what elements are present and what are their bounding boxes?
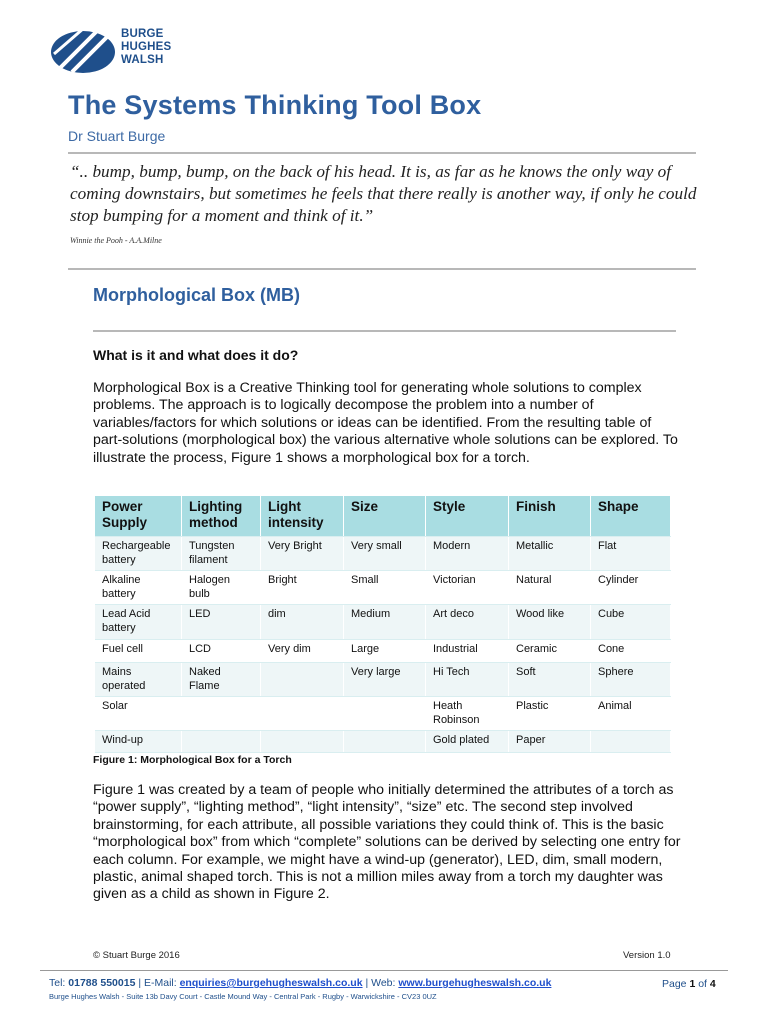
document-author: Dr Stuart Burge (68, 128, 166, 144)
email-link[interactable]: enquiries@burgehugheswalsh.co.uk (179, 977, 363, 989)
table-cell: Victorian (426, 571, 509, 605)
tel-label: Tel: (49, 977, 66, 989)
column-header: Style (426, 496, 509, 537)
footer-divider (40, 970, 728, 971)
page-number (662, 978, 716, 990)
table-cell (591, 731, 671, 753)
section-subtitle: What is it and what does it do? (93, 347, 299, 363)
table-cell: Very dim (261, 640, 344, 663)
table-cell: Industrial (426, 640, 509, 663)
table-cell: Heath Robinson (426, 697, 509, 731)
tel-number: 01788 550015 (68, 977, 136, 989)
table-cell: Very small (344, 537, 426, 571)
table-header-row (95, 496, 671, 537)
morphological-box-table (95, 496, 671, 753)
table-cell: Cone (591, 640, 671, 663)
divider-top (68, 152, 696, 154)
table-cell: Solar (95, 697, 182, 731)
table-cell: Tungsten filament (182, 537, 261, 571)
divider-quote (68, 268, 696, 270)
intro-paragraph (93, 380, 683, 467)
column-header: Size (344, 496, 426, 537)
table-cell: Lead Acid battery (95, 605, 182, 640)
table-cell: LCD (182, 640, 261, 663)
table-cell: LED (182, 605, 261, 640)
table-cell: Metallic (509, 537, 591, 571)
footer-contact (49, 977, 551, 989)
email-label: | E-Mail: (138, 977, 177, 989)
page-total: 4 (709, 978, 716, 990)
table-cell: Hi Tech (426, 663, 509, 697)
column-header: Finish (509, 496, 591, 537)
column-header: Light intensity (261, 496, 344, 537)
table-cell: Soft (509, 663, 591, 697)
table-cell: Rechargeable battery (95, 537, 182, 571)
table-cell: Very large (344, 663, 426, 697)
table-cell: Fuel cell (95, 640, 182, 663)
column-header: Power Supply (95, 496, 182, 537)
table-row (95, 640, 671, 663)
column-header: Shape (591, 496, 671, 537)
body-text: Figure 1 was created by a team of people who initially determined the attributes of a torch as “power supply”, “lighting method”, “light intensity”, “size” etc. The second step involved brainstorming, for each attribute, all possible variations they could think of. This is the basic “morphological box” from which “complete” solutions can be derived by selecting one entry for each column. For example, we might have a wind-up (generator), LED, dim, small modern, plastic, animal shaped torch. This is not a million miles away from a torch my daughter was given as a child as shown in Figure 2. (93, 782, 681, 903)
brand-name (121, 28, 171, 67)
figure-caption: Figure 1: Morphological Box for a Torch (93, 754, 292, 766)
table-cell: Modern (426, 537, 509, 571)
page-of: of (698, 978, 707, 990)
table-cell: Large (344, 640, 426, 663)
table-cell: Wood like (509, 605, 591, 640)
table-row (95, 571, 671, 605)
table-cell: Cube (591, 605, 671, 640)
website-link[interactable]: www.burgehugheswalsh.co.uk (398, 977, 552, 989)
table-row (95, 537, 671, 571)
table-cell: Naked Flame (182, 663, 261, 697)
table-cell: Very Bright (261, 537, 344, 571)
table-cell: Alkaline battery (95, 571, 182, 605)
table-cell: Wind-up (95, 731, 182, 753)
page-label: Page (662, 978, 687, 990)
table-cell: Natural (509, 571, 591, 605)
version-label: Version 1.0 (623, 950, 671, 961)
table-row (95, 663, 671, 697)
epigraph-quote: “.. bump, bump, bump, on the back of his head. It is, as far as he knows the only way of coming downstairs, but sometimes he feels that there really is another way, if only he could stop bumping for a moment and think of it.” (70, 162, 697, 225)
column-header: Lighting method (182, 496, 261, 537)
brand-line-2: HUGHES (121, 41, 172, 53)
body-paragraph (93, 782, 683, 904)
table-cell: Plastic (509, 697, 591, 731)
table-cell: Small (344, 571, 426, 605)
table-cell (261, 731, 344, 753)
table-cell: Cylinder (591, 571, 671, 605)
table-cell (344, 731, 426, 753)
table-cell: Mains operated (95, 663, 182, 697)
copyright-notice: © Stuart Burge 2016 (93, 950, 180, 961)
table-row (95, 605, 671, 640)
table-cell: Gold plated (426, 731, 509, 753)
table-cell: Art deco (426, 605, 509, 640)
section-title: Morphological Box (MB) (93, 285, 300, 305)
table-cell: Medium (344, 605, 426, 640)
table-row (95, 731, 671, 753)
table-cell: Animal (591, 697, 671, 731)
table-cell (182, 697, 261, 731)
brand-line-1: BURGE (121, 28, 164, 40)
table-cell (344, 697, 426, 731)
table-row (95, 697, 671, 731)
table-cell (182, 731, 261, 753)
table-cell: dim (261, 605, 344, 640)
page-current: 1 (689, 978, 696, 990)
table-cell: Halogen bulb (182, 571, 261, 605)
table-cell: Paper (509, 731, 591, 753)
table-cell (261, 697, 344, 731)
brand-line-3: WALSH (121, 54, 164, 66)
document-title: The Systems Thinking Tool Box (68, 90, 482, 120)
table-cell: Sphere (591, 663, 671, 697)
table-cell (261, 663, 344, 697)
intro-text: Morphological Box is a Creative Thinking tool for generating whole solutions to complex problems. The approach is to logically decompose the problem into a number of variables/factors for which solutions or ideas can be identified. From the resulting table of part-solutions (morphological box) the various alternative whole solutions can be explored. To illustrate the process, Figure 1 shows a morphological box for a torch. (93, 380, 678, 466)
web-label: | Web: (365, 977, 396, 989)
table-cell: Flat (591, 537, 671, 571)
table-cell: Bright (261, 571, 344, 605)
table-cell: Ceramic (509, 640, 591, 663)
divider-section (93, 330, 676, 332)
epigraph-source: Winnie the Pooh - A.A.Milne (70, 236, 162, 245)
footer-address: Burge Hughes Walsh - Suite 13b Davy Court - Castle Mound Way - Central Park - Rugby - Warwickshire - CV23 0UZ (49, 992, 437, 1001)
